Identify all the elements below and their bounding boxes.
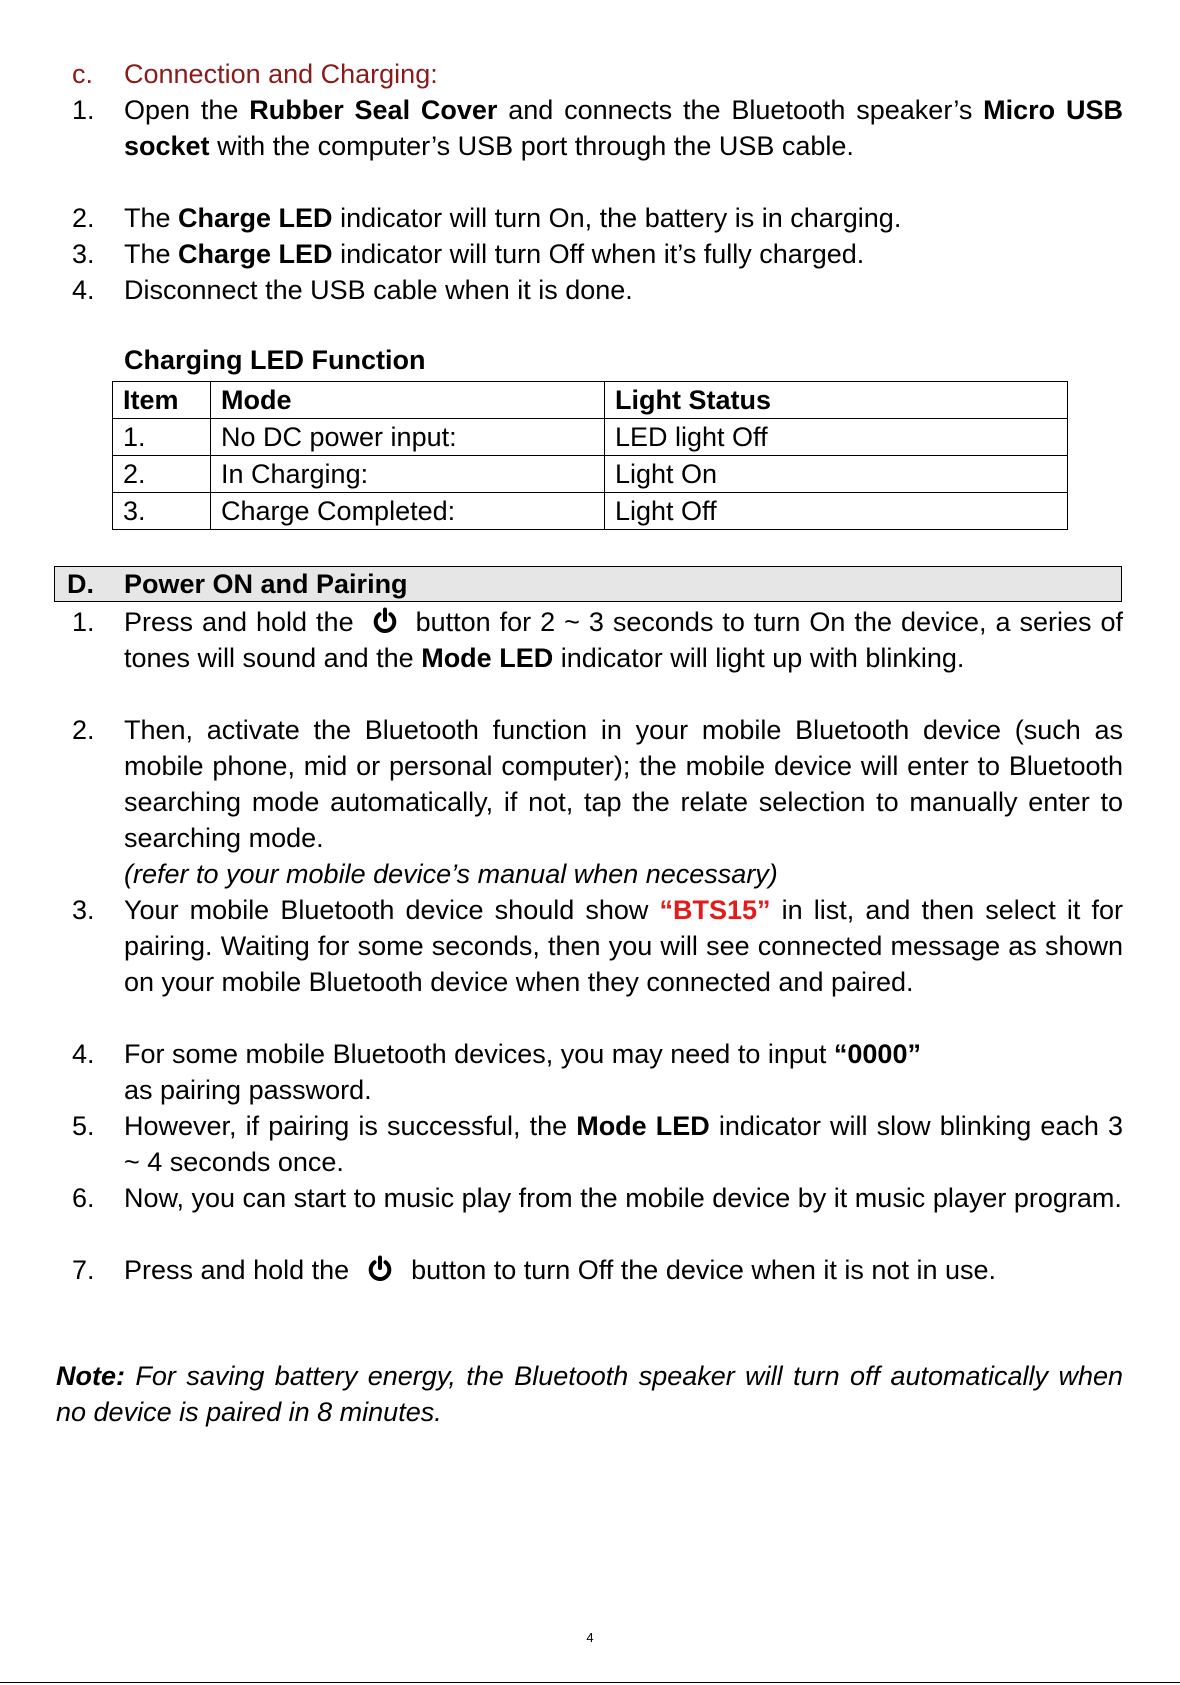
section-c-heading xyxy=(72,56,438,92)
list-item xyxy=(124,1036,1123,1108)
item-text: in list, and then select it for pairing. Waiting for some seconds, then you will see connected message as shown on your mobile Bluetooth device when they connected and paired. xyxy=(124,895,1123,997)
power-icon xyxy=(365,1254,395,1284)
note-text: For saving battery energy, the Bluetooth speaker will turn off automatically when no device is paired in 8 minutes. xyxy=(56,1361,1123,1427)
table-cell: 2. xyxy=(113,456,211,493)
item-italic-text: (refer to your mobile device’s manual when necessary) xyxy=(124,859,778,889)
list-number: 4. xyxy=(72,275,95,305)
list-number: 3. xyxy=(72,239,95,269)
item-text: Then, activate the Bluetooth function in your mobile Bluetooth device (such as mobile phone, mid or personal computer); the mobile device will enter to Bluetooth searching mode automatically, if not, tap the relate selection to manually enter to searching mode. xyxy=(124,715,1123,853)
list-number: 4. xyxy=(72,1039,95,1069)
list-item xyxy=(124,604,1123,676)
section-d-header xyxy=(54,566,1122,602)
item-text: indicator will turn Off when it’s fully charged. xyxy=(332,239,865,269)
led-function-table xyxy=(112,381,1068,530)
item-bold-text: Mode LED xyxy=(421,643,554,673)
table-cell: 3. xyxy=(113,493,211,530)
list-item xyxy=(124,892,1123,1000)
item-text: The xyxy=(124,203,179,233)
item-bold-text: Mode LED xyxy=(576,1111,710,1141)
item-bold-text: “0000” xyxy=(833,1039,921,1069)
list-item: Disconnect the USB cable when it is done. xyxy=(124,275,633,305)
page-number: 4 xyxy=(586,1630,594,1645)
table-cell: Light On xyxy=(605,456,1068,493)
item-text: and connects the Bluetooth speaker’s xyxy=(497,95,984,125)
list-number: 1. xyxy=(72,607,95,637)
item-bold-text: Rubber Seal Cover xyxy=(249,95,498,125)
column-header: Mode xyxy=(211,382,605,419)
section-d-title: Power ON and Pairing xyxy=(124,569,408,599)
item-text: indicator will light up with blinking. xyxy=(553,643,965,673)
table-cell: 1. xyxy=(113,419,211,456)
item-text: as pairing password. xyxy=(124,1075,372,1105)
column-header: Item xyxy=(113,382,211,419)
list-item: Now, you can start to music play from the mobile device by it music player program. xyxy=(124,1183,1122,1213)
list-item xyxy=(124,1252,1123,1288)
item-bold-text: Charge LED xyxy=(178,239,333,269)
item-text: Your mobile Bluetooth device should show xyxy=(124,895,660,925)
list-number: 2. xyxy=(72,715,95,745)
item-text: indicator will slow blinking each 3 ~ 4 seconds once. xyxy=(124,1111,1123,1177)
item-text: Press and hold the xyxy=(124,607,354,637)
list-item xyxy=(124,92,1123,164)
table-cell: Charge Completed: xyxy=(211,493,605,530)
list-item xyxy=(124,200,1123,236)
list-number: 7. xyxy=(72,1255,95,1285)
list-item xyxy=(124,712,1123,892)
power-icon xyxy=(370,606,400,636)
list-number: 6. xyxy=(72,1183,95,1213)
item-text: button for 2 ~ 3 seconds to turn On the device, a series of tones will sound and the xyxy=(124,607,1123,673)
table-cell: In Charging: xyxy=(211,456,605,493)
note-label: Note: xyxy=(56,1361,125,1391)
item-bold-text: Charge LED xyxy=(178,203,333,233)
list-number: 5. xyxy=(72,1111,95,1141)
list-number: 3. xyxy=(72,895,95,925)
item-text: Press and hold the xyxy=(124,1255,350,1285)
list-item xyxy=(124,236,1123,272)
table-cell: No DC power input: xyxy=(211,419,605,456)
item-text: However, if pairing is successful, the xyxy=(124,1111,577,1141)
table-row xyxy=(113,456,1068,493)
item-text: with the computer’s USB port through the USB cable. xyxy=(209,131,854,161)
page-bottom-rule xyxy=(0,1682,1180,1683)
item-text: For some mobile Bluetooth devices, you may need to input xyxy=(124,1039,834,1069)
item-text: button to turn Off the device when it is not in use. xyxy=(411,1255,997,1285)
section-c-title: Connection and Charging: xyxy=(124,59,438,89)
table-cell: LED light Off xyxy=(605,419,1068,456)
table-header-row xyxy=(113,382,1068,419)
item-bold-text: Micro USB socket xyxy=(124,95,1123,161)
item-text: The xyxy=(124,239,179,269)
section-c-letter: c. xyxy=(72,59,94,89)
table-row xyxy=(113,419,1068,456)
table-row xyxy=(113,493,1068,530)
item-text: Open the xyxy=(124,95,250,125)
table-cell: Light Off xyxy=(605,493,1068,530)
column-header: Light Status xyxy=(605,382,1068,419)
note-paragraph xyxy=(56,1358,1123,1430)
led-table-title: Charging LED Function xyxy=(124,345,426,375)
list-item xyxy=(124,1108,1123,1180)
item-text: indicator will turn On, the battery is in charging. xyxy=(332,203,902,233)
list-number: 2. xyxy=(72,203,95,233)
list-number: 1. xyxy=(72,95,95,125)
section-d-letter: D. xyxy=(67,569,94,599)
device-name-highlight: “BTS15” xyxy=(659,895,771,925)
